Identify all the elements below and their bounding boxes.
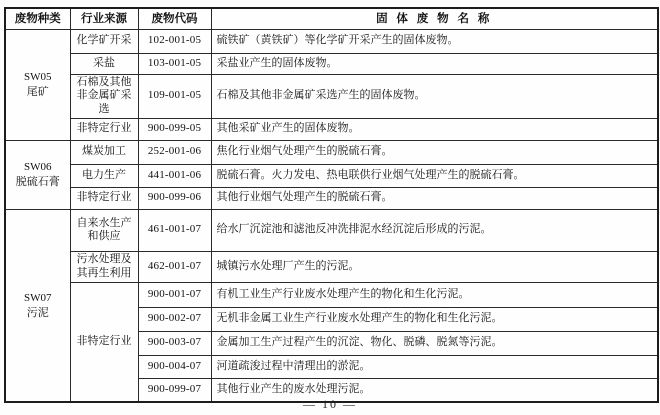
name-cell: 硫铁矿（黄铁矿）等化学矿开采产生的固体废物。 [211, 29, 658, 53]
table-row [5, 118, 658, 140]
header-row [5, 8, 658, 29]
industry-cell: 自来水生产和供应 [70, 209, 138, 251]
column-header-name: 固 体 废 物 名 称 [211, 8, 658, 29]
industry-cell: 非特定行业 [70, 282, 138, 402]
name-cell: 脱硫石膏。火力发电、热电联供行业烟气处理产生的脱硫石膏。 [211, 164, 658, 187]
name-cell: 其他行业烟气处理产生的脱硫石膏。 [211, 187, 658, 209]
code-cell: 900-099-06 [138, 187, 211, 209]
category-label: 尾矿 [26, 85, 49, 98]
name-cell: 其他行业产生的废水处理污泥。 [211, 378, 658, 402]
code-cell: 900-003-07 [138, 331, 211, 355]
table-row [5, 164, 658, 187]
code-cell: 103-001-05 [138, 53, 211, 74]
column-header-code: 废物代码 [138, 8, 211, 29]
name-cell: 金属加工生产过程产生的沉淀、物化、脱磷、脱氮等污泥。 [211, 331, 658, 355]
industry-cell: 电力生产 [70, 164, 138, 187]
name-cell: 采盐业产生的固体废物。 [211, 53, 658, 74]
industry-cell: 采盐 [70, 53, 138, 74]
table-row [5, 53, 658, 74]
name-cell: 无机非金属工业生产行业废水处理产生的物化和生化污泥。 [211, 307, 658, 331]
name-cell: 给水厂沉淀池和滤池反冲洗排泥水经沉淀后形成的污泥。 [211, 209, 658, 251]
table-row [5, 74, 658, 118]
industry-cell: 化学矿开采 [70, 29, 138, 53]
name-cell: 河道疏浚过程中清理出的淤泥。 [211, 355, 658, 378]
code-cell: 462-001-07 [138, 251, 211, 282]
industry-cell: 石棉及其他非金属矿采选 [70, 74, 138, 118]
category-cell-sw05 [5, 29, 70, 140]
table-row [5, 140, 658, 164]
name-cell: 其他采矿业产生的固体废物。 [211, 118, 658, 140]
table-row [5, 251, 658, 282]
code-cell: 441-001-06 [138, 164, 211, 187]
column-header-category: 废物种类 [5, 8, 70, 29]
name-cell: 焦化行业烟气处理产生的脱硫石膏。 [211, 140, 658, 164]
category-label: 污泥 [26, 306, 49, 319]
code-cell: 900-099-05 [138, 118, 211, 140]
solid-waste-classification-table [4, 7, 659, 403]
industry-cell: 煤炭加工 [70, 140, 138, 164]
code-cell: 900-001-07 [138, 282, 211, 307]
category-code: SW05 [24, 70, 52, 83]
page-number: — 10 — [303, 397, 357, 411]
industry-cell: 非特定行业 [70, 187, 138, 209]
code-cell: 900-004-07 [138, 355, 211, 378]
code-cell: 252-001-06 [138, 140, 211, 164]
name-cell: 石棉及其他非金属矿采选产生的固体废物。 [211, 74, 658, 118]
code-cell: 461-001-07 [138, 209, 211, 251]
category-code: SW06 [24, 160, 52, 173]
category-label: 脱硫石膏 [15, 175, 60, 188]
name-cell: 城镇污水处理厂产生的污泥。 [211, 251, 658, 282]
table-row [5, 187, 658, 209]
category-cell-sw07 [5, 209, 70, 402]
code-cell: 102-001-05 [138, 29, 211, 53]
code-cell: 900-099-07 [138, 378, 211, 402]
code-cell: 900-002-07 [138, 307, 211, 331]
table-row [5, 282, 658, 307]
column-header-industry: 行业来源 [70, 8, 138, 29]
industry-cell: 非特定行业 [70, 118, 138, 140]
table-row [5, 29, 658, 53]
table-row [5, 209, 658, 251]
category-cell-sw06 [5, 140, 70, 209]
industry-cell: 污水处理及其再生利用 [70, 251, 138, 282]
code-cell: 109-001-05 [138, 74, 211, 118]
category-code: SW07 [24, 291, 52, 304]
name-cell: 有机工业生产行业废水处理产生的物化和生化污泥。 [211, 282, 658, 307]
